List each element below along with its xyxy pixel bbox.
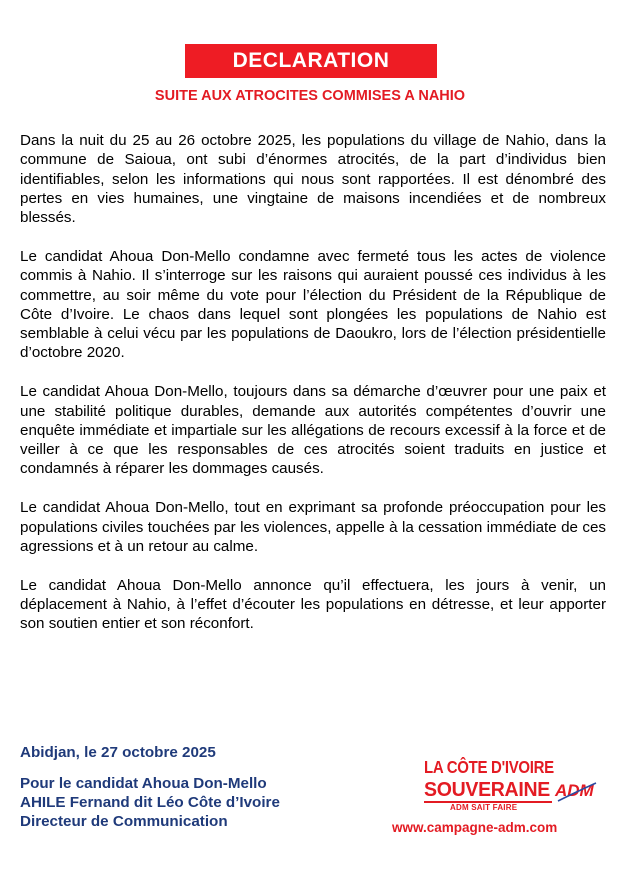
paragraph: Le candidat Ahoua Don-Mello condamne avec fermeté tous les actes de violence commis à Nahio. Il s’interroge sur les raisons qui auraient poussé ces individus à les commettre, au soir même du vote pour l’élection du Président de la République de Côte d’Ivoire. Le chaos dans lequel sont plongées les populations de Nahio est semblable à celui vécu par les populations de Daoukro, lors de l’élection présidentielle d’octobre 2020. [20,247,606,362]
signature-line: Pour le candidat Ahoua Don-Mello [20,775,267,792]
logo-line-2: SOUVERAINE [424,778,550,802]
paragraph: Le candidat Ahoua Don-Mello annonce qu’il effectuera, les jours à venir, un déplacement à Nahio, à l’effet d’écouter les populations en détresse, et leur apporter son soutien entier et son réconfort. [20,576,606,633]
paragraph: Dans la nuit du 25 au 26 octobre 2025, les populations du village de Nahio, dans la commune de Saioua, ont subi d’énormes atrocités, de la part d’individus bien identifiables, selon les informations qui nous sont rapportées. Il est dénombré des pertes en vies humaines, une vingtaine de maisons incendiées et de nombreux blessés. [20,132,606,227]
paragraph: Le candidat Ahoua Don-Mello, toujours dans sa démarche d’œuvrer pour une paix et une stabilité politique durables, demande aux autorités compétentes d’ouvrir une enquête immédiate et impartiale sur les allégations de recours excessif à la force et de veiller à ce que les responsables de ces atrocités soient traduits en justice et condamnés à réparer les dommages causés. [20,383,606,478]
logo-line-1: LA CÔTE D'IVOIRE [424,758,554,778]
signature-block [20,743,280,831]
signature-line: Directeur de Communication [20,813,228,830]
signature-line: AHILE Fernand dit Léo Côte d’Ivoire [20,794,280,811]
adm-badge-text: ADM [555,781,594,800]
adm-badge-icon [554,778,598,804]
page-title: DECLARATION [232,49,390,72]
declaration-body [20,131,606,653]
place-date: Abidjan, le 27 octobre 2025 [20,744,216,761]
page-subtitle: SUITE AUX ATROCITES COMMISES A NAHIO [154,88,466,104]
campaign-website-link[interactable]: www.campagne-adm.com [392,820,558,835]
campaign-logo [392,758,614,838]
title-banner [185,44,437,78]
paragraph: Le candidat Ahoua Don-Mello, tout en exprimant sa profonde préoccupation pour les populations civiles touchées par les violences, appelle à la cessation immédiate de ces agressions et à un retour au calme. [20,499,606,555]
logo-line-3: ADM SAIT FAIRE [450,803,518,812]
